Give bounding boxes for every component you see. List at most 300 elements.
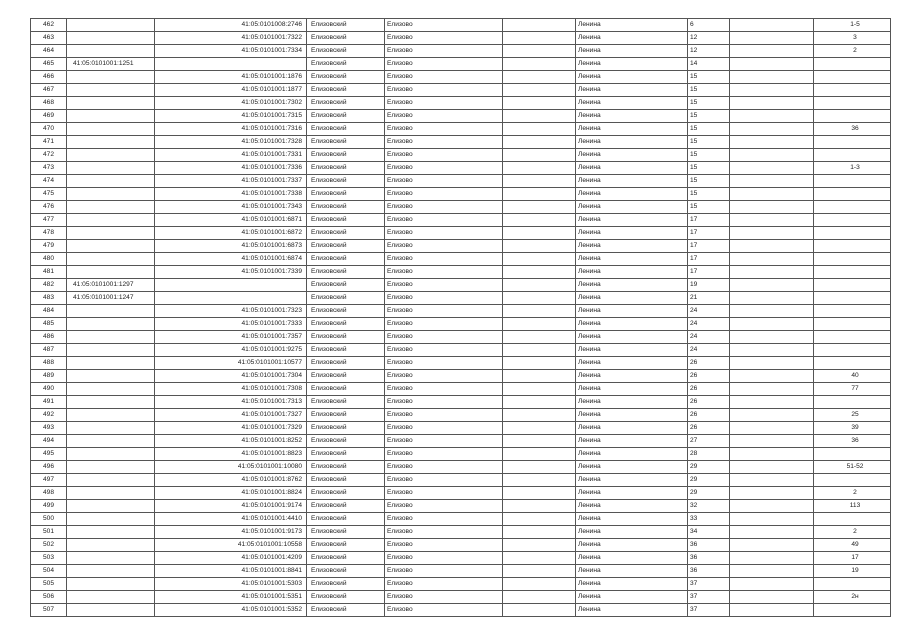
row-number-cell: 474 bbox=[31, 175, 67, 188]
street-cell: Ленина bbox=[576, 500, 688, 513]
table-row bbox=[31, 578, 891, 591]
table-row bbox=[31, 487, 891, 500]
apartment-cell bbox=[814, 136, 891, 149]
apartment-cell: 36 bbox=[814, 435, 891, 448]
table-row bbox=[31, 305, 891, 318]
land-cadastral-number-cell bbox=[67, 240, 155, 253]
building-cadastral-number-cell bbox=[155, 58, 307, 71]
table-row bbox=[31, 318, 891, 331]
table-row bbox=[31, 292, 891, 305]
town-cell: Елизово bbox=[385, 539, 503, 552]
land-cadastral-number-cell bbox=[67, 201, 155, 214]
district-cell: Елизовский bbox=[307, 578, 385, 591]
house-number-cell: 37 bbox=[688, 578, 730, 591]
district-cell: Елизовский bbox=[307, 71, 385, 84]
building-cell bbox=[730, 110, 814, 123]
building-cadastral-number-cell: 41:05:0101001:5303 bbox=[155, 578, 307, 591]
apartment-cell: 39 bbox=[814, 422, 891, 435]
town-cell: Елизово bbox=[385, 253, 503, 266]
house-number-cell: 17 bbox=[688, 266, 730, 279]
town-cell: Елизово bbox=[385, 331, 503, 344]
table-row bbox=[31, 513, 891, 526]
building-cell bbox=[730, 487, 814, 500]
house-number-cell: 28 bbox=[688, 448, 730, 461]
house-number-cell: 24 bbox=[688, 331, 730, 344]
land-cadastral-number-cell bbox=[67, 383, 155, 396]
house-number-cell: 15 bbox=[688, 149, 730, 162]
settlement-cell bbox=[503, 253, 576, 266]
land-cadastral-number-cell bbox=[67, 448, 155, 461]
apartment-cell: 2 bbox=[814, 526, 891, 539]
street-cell: Ленина bbox=[576, 383, 688, 396]
settlement-cell bbox=[503, 578, 576, 591]
town-cell: Елизово bbox=[385, 240, 503, 253]
row-number-cell: 467 bbox=[31, 84, 67, 97]
building-cell bbox=[730, 383, 814, 396]
house-number-cell: 15 bbox=[688, 71, 730, 84]
land-cadastral-number-cell bbox=[67, 71, 155, 84]
apartment-cell bbox=[814, 201, 891, 214]
district-cell: Елизовский bbox=[307, 253, 385, 266]
table-body bbox=[31, 19, 891, 617]
street-cell: Ленина bbox=[576, 19, 688, 32]
building-cadastral-number-cell: 41:05:0101001:9173 bbox=[155, 526, 307, 539]
settlement-cell bbox=[503, 396, 576, 409]
settlement-cell bbox=[503, 188, 576, 201]
district-cell: Елизовский bbox=[307, 409, 385, 422]
district-cell: Елизовский bbox=[307, 396, 385, 409]
table-row bbox=[31, 58, 891, 71]
land-cadastral-number-cell bbox=[67, 396, 155, 409]
district-cell: Елизовский bbox=[307, 318, 385, 331]
building-cell bbox=[730, 565, 814, 578]
settlement-cell bbox=[503, 331, 576, 344]
street-cell: Ленина bbox=[576, 591, 688, 604]
town-cell: Елизово bbox=[385, 578, 503, 591]
table-row bbox=[31, 162, 891, 175]
land-cadastral-number-cell bbox=[67, 162, 155, 175]
district-cell: Елизовский bbox=[307, 110, 385, 123]
district-cell: Елизовский bbox=[307, 565, 385, 578]
building-cadastral-number-cell: 41:05:0101001:7313 bbox=[155, 396, 307, 409]
district-cell: Елизовский bbox=[307, 292, 385, 305]
house-number-cell: 17 bbox=[688, 240, 730, 253]
table-row bbox=[31, 435, 891, 448]
building-cell bbox=[730, 214, 814, 227]
table-row bbox=[31, 461, 891, 474]
house-number-cell: 15 bbox=[688, 123, 730, 136]
building-cell bbox=[730, 591, 814, 604]
settlement-cell bbox=[503, 591, 576, 604]
building-cadastral-number-cell: 41:05:0101001:7327 bbox=[155, 409, 307, 422]
town-cell: Елизово bbox=[385, 97, 503, 110]
building-cadastral-number-cell: 41:05:0101001:7322 bbox=[155, 32, 307, 45]
district-cell: Елизовский bbox=[307, 487, 385, 500]
apartment-cell bbox=[814, 110, 891, 123]
district-cell: Елизовский bbox=[307, 383, 385, 396]
house-number-cell: 26 bbox=[688, 383, 730, 396]
table-row bbox=[31, 383, 891, 396]
building-cell bbox=[730, 318, 814, 331]
settlement-cell bbox=[503, 149, 576, 162]
building-cell bbox=[730, 331, 814, 344]
town-cell: Елизово bbox=[385, 461, 503, 474]
house-number-cell: 15 bbox=[688, 175, 730, 188]
street-cell: Ленина bbox=[576, 136, 688, 149]
building-cell bbox=[730, 162, 814, 175]
settlement-cell bbox=[503, 474, 576, 487]
settlement-cell bbox=[503, 370, 576, 383]
district-cell: Елизовский bbox=[307, 357, 385, 370]
table-row bbox=[31, 84, 891, 97]
building-cadastral-number-cell: 41:05:0101001:6873 bbox=[155, 240, 307, 253]
land-cadastral-number-cell bbox=[67, 97, 155, 110]
town-cell: Елизово bbox=[385, 58, 503, 71]
land-cadastral-number-cell: 41:05:0101001:1247 bbox=[67, 292, 155, 305]
building-cell bbox=[730, 45, 814, 58]
land-cadastral-number-cell bbox=[67, 318, 155, 331]
street-cell: Ленина bbox=[576, 331, 688, 344]
apartment-cell: 36 bbox=[814, 123, 891, 136]
building-cell bbox=[730, 513, 814, 526]
settlement-cell bbox=[503, 214, 576, 227]
street-cell: Ленина bbox=[576, 188, 688, 201]
street-cell: Ленина bbox=[576, 487, 688, 500]
building-cell bbox=[730, 227, 814, 240]
document-page bbox=[30, 18, 890, 617]
building-cell bbox=[730, 266, 814, 279]
row-number-cell: 478 bbox=[31, 227, 67, 240]
street-cell: Ленина bbox=[576, 578, 688, 591]
table-row bbox=[31, 604, 891, 617]
street-cell: Ленина bbox=[576, 409, 688, 422]
apartment-cell bbox=[814, 266, 891, 279]
building-cell bbox=[730, 448, 814, 461]
building-cadastral-number-cell: 41:05:0101001:7331 bbox=[155, 149, 307, 162]
street-cell: Ленина bbox=[576, 97, 688, 110]
table-row bbox=[31, 240, 891, 253]
house-number-cell: 36 bbox=[688, 565, 730, 578]
building-cadastral-number-cell: 41:05:0101001:8841 bbox=[155, 565, 307, 578]
settlement-cell bbox=[503, 97, 576, 110]
land-cadastral-number-cell bbox=[67, 357, 155, 370]
apartment-cell bbox=[814, 305, 891, 318]
land-cadastral-number-cell bbox=[67, 123, 155, 136]
town-cell: Елизово bbox=[385, 604, 503, 617]
row-number-cell: 506 bbox=[31, 591, 67, 604]
land-cadastral-number-cell bbox=[67, 578, 155, 591]
district-cell: Елизовский bbox=[307, 240, 385, 253]
settlement-cell bbox=[503, 357, 576, 370]
land-cadastral-number-cell bbox=[67, 136, 155, 149]
row-number-cell: 475 bbox=[31, 188, 67, 201]
building-cadastral-number-cell: 41:05:0101001:7328 bbox=[155, 136, 307, 149]
building-cadastral-number-cell: 41:05:0101001:6871 bbox=[155, 214, 307, 227]
apartment-cell bbox=[814, 292, 891, 305]
building-cadastral-number-cell: 41:05:0101001:7343 bbox=[155, 201, 307, 214]
building-cell bbox=[730, 19, 814, 32]
building-cell bbox=[730, 253, 814, 266]
building-cadastral-number-cell: 41:05:0101001:10558 bbox=[155, 539, 307, 552]
apartment-cell bbox=[814, 448, 891, 461]
row-number-cell: 497 bbox=[31, 474, 67, 487]
apartment-cell: 19 bbox=[814, 565, 891, 578]
street-cell: Ленина bbox=[576, 32, 688, 45]
settlement-cell bbox=[503, 526, 576, 539]
town-cell: Елизово bbox=[385, 162, 503, 175]
row-number-cell: 483 bbox=[31, 292, 67, 305]
street-cell: Ленина bbox=[576, 305, 688, 318]
cadastral-table bbox=[30, 18, 891, 617]
table-row bbox=[31, 409, 891, 422]
settlement-cell bbox=[503, 539, 576, 552]
street-cell: Ленина bbox=[576, 214, 688, 227]
street-cell: Ленина bbox=[576, 448, 688, 461]
apartment-cell: 17 bbox=[814, 552, 891, 565]
row-number-cell: 486 bbox=[31, 331, 67, 344]
settlement-cell bbox=[503, 305, 576, 318]
house-number-cell: 26 bbox=[688, 422, 730, 435]
table-row bbox=[31, 539, 891, 552]
row-number-cell: 480 bbox=[31, 253, 67, 266]
town-cell: Елизово bbox=[385, 396, 503, 409]
apartment-cell: 2н bbox=[814, 591, 891, 604]
town-cell: Елизово bbox=[385, 357, 503, 370]
house-number-cell: 17 bbox=[688, 253, 730, 266]
table-row bbox=[31, 227, 891, 240]
house-number-cell: 15 bbox=[688, 136, 730, 149]
house-number-cell: 24 bbox=[688, 318, 730, 331]
apartment-cell bbox=[814, 84, 891, 97]
street-cell: Ленина bbox=[576, 318, 688, 331]
house-number-cell: 15 bbox=[688, 188, 730, 201]
building-cell bbox=[730, 279, 814, 292]
street-cell: Ленина bbox=[576, 565, 688, 578]
house-number-cell: 36 bbox=[688, 539, 730, 552]
district-cell: Елизовский bbox=[307, 370, 385, 383]
row-number-cell: 489 bbox=[31, 370, 67, 383]
building-cell bbox=[730, 32, 814, 45]
building-cadastral-number-cell: 41:05:0101001:5351 bbox=[155, 591, 307, 604]
district-cell: Елизовский bbox=[307, 305, 385, 318]
row-number-cell: 485 bbox=[31, 318, 67, 331]
table-row bbox=[31, 591, 891, 604]
apartment-cell: 3 bbox=[814, 32, 891, 45]
settlement-cell bbox=[503, 487, 576, 500]
town-cell: Елизово bbox=[385, 370, 503, 383]
settlement-cell bbox=[503, 552, 576, 565]
building-cadastral-number-cell: 41:05:0101001:9174 bbox=[155, 500, 307, 513]
district-cell: Елизовский bbox=[307, 344, 385, 357]
building-cell bbox=[730, 396, 814, 409]
apartment-cell bbox=[814, 240, 891, 253]
apartment-cell bbox=[814, 253, 891, 266]
town-cell: Елизово bbox=[385, 474, 503, 487]
district-cell: Елизовский bbox=[307, 591, 385, 604]
table-row bbox=[31, 344, 891, 357]
apartment-cell: 1-3 bbox=[814, 162, 891, 175]
settlement-cell bbox=[503, 422, 576, 435]
building-cell bbox=[730, 97, 814, 110]
settlement-cell bbox=[503, 19, 576, 32]
town-cell: Елизово bbox=[385, 71, 503, 84]
building-cadastral-number-cell: 41:05:0101001:10080 bbox=[155, 461, 307, 474]
district-cell: Елизовский bbox=[307, 45, 385, 58]
building-cadastral-number-cell: 41:05:0101001:4209 bbox=[155, 552, 307, 565]
apartment-cell bbox=[814, 513, 891, 526]
street-cell: Ленина bbox=[576, 513, 688, 526]
building-cell bbox=[730, 58, 814, 71]
settlement-cell bbox=[503, 136, 576, 149]
row-number-cell: 505 bbox=[31, 578, 67, 591]
apartment-cell: 1-5 bbox=[814, 19, 891, 32]
land-cadastral-number-cell bbox=[67, 45, 155, 58]
land-cadastral-number-cell: 41:05:0101001:1251 bbox=[67, 58, 155, 71]
land-cadastral-number-cell bbox=[67, 474, 155, 487]
table-row bbox=[31, 357, 891, 370]
street-cell: Ленина bbox=[576, 201, 688, 214]
district-cell: Елизовский bbox=[307, 266, 385, 279]
land-cadastral-number-cell bbox=[67, 149, 155, 162]
table-row bbox=[31, 149, 891, 162]
land-cadastral-number-cell bbox=[67, 188, 155, 201]
building-cadastral-number-cell: 41:05:0101001:7302 bbox=[155, 97, 307, 110]
town-cell: Елизово bbox=[385, 409, 503, 422]
table-row bbox=[31, 266, 891, 279]
apartment-cell bbox=[814, 578, 891, 591]
town-cell: Елизово bbox=[385, 175, 503, 188]
town-cell: Елизово bbox=[385, 422, 503, 435]
land-cadastral-number-cell bbox=[67, 500, 155, 513]
land-cadastral-number-cell bbox=[67, 331, 155, 344]
building-cell bbox=[730, 175, 814, 188]
table-row bbox=[31, 19, 891, 32]
building-cell bbox=[730, 71, 814, 84]
house-number-cell: 17 bbox=[688, 214, 730, 227]
district-cell: Елизовский bbox=[307, 552, 385, 565]
house-number-cell: 37 bbox=[688, 604, 730, 617]
building-cell bbox=[730, 422, 814, 435]
house-number-cell: 33 bbox=[688, 513, 730, 526]
town-cell: Елизово bbox=[385, 188, 503, 201]
row-number-cell: 469 bbox=[31, 110, 67, 123]
town-cell: Елизово bbox=[385, 318, 503, 331]
apartment-cell bbox=[814, 188, 891, 201]
row-number-cell: 465 bbox=[31, 58, 67, 71]
row-number-cell: 500 bbox=[31, 513, 67, 526]
row-number-cell: 484 bbox=[31, 305, 67, 318]
building-cadastral-number-cell: 41:05:0101001:7315 bbox=[155, 110, 307, 123]
land-cadastral-number-cell bbox=[67, 552, 155, 565]
street-cell: Ленина bbox=[576, 240, 688, 253]
town-cell: Елизово bbox=[385, 110, 503, 123]
building-cadastral-number-cell: 41:05:0101001:7339 bbox=[155, 266, 307, 279]
district-cell: Елизовский bbox=[307, 149, 385, 162]
land-cadastral-number-cell bbox=[67, 435, 155, 448]
district-cell: Елизовский bbox=[307, 435, 385, 448]
apartment-cell: 113 bbox=[814, 500, 891, 513]
building-cell bbox=[730, 123, 814, 136]
table-row bbox=[31, 45, 891, 58]
settlement-cell bbox=[503, 513, 576, 526]
apartment-cell bbox=[814, 58, 891, 71]
settlement-cell bbox=[503, 84, 576, 97]
settlement-cell bbox=[503, 45, 576, 58]
row-number-cell: 473 bbox=[31, 162, 67, 175]
building-cell bbox=[730, 240, 814, 253]
table-row bbox=[31, 214, 891, 227]
apartment-cell: 2 bbox=[814, 487, 891, 500]
table-row bbox=[31, 500, 891, 513]
row-number-cell: 464 bbox=[31, 45, 67, 58]
building-cadastral-number-cell: 41:05:0101001:7308 bbox=[155, 383, 307, 396]
apartment-cell bbox=[814, 318, 891, 331]
settlement-cell bbox=[503, 71, 576, 84]
table-row bbox=[31, 422, 891, 435]
building-cell bbox=[730, 84, 814, 97]
land-cadastral-number-cell bbox=[67, 266, 155, 279]
apartment-cell: 2 bbox=[814, 45, 891, 58]
district-cell: Елизовский bbox=[307, 279, 385, 292]
apartment-cell bbox=[814, 71, 891, 84]
settlement-cell bbox=[503, 123, 576, 136]
row-number-cell: 481 bbox=[31, 266, 67, 279]
district-cell: Елизовский bbox=[307, 162, 385, 175]
house-number-cell: 26 bbox=[688, 357, 730, 370]
building-cadastral-number-cell: 41:05:0101001:7333 bbox=[155, 318, 307, 331]
house-number-cell: 34 bbox=[688, 526, 730, 539]
table-row bbox=[31, 370, 891, 383]
row-number-cell: 463 bbox=[31, 32, 67, 45]
street-cell: Ленина bbox=[576, 461, 688, 474]
land-cadastral-number-cell bbox=[67, 591, 155, 604]
house-number-cell: 29 bbox=[688, 474, 730, 487]
table-row bbox=[31, 175, 891, 188]
apartment-cell bbox=[814, 474, 891, 487]
building-cadastral-number-cell: 41:05:0101001:7336 bbox=[155, 162, 307, 175]
town-cell: Елизово bbox=[385, 45, 503, 58]
row-number-cell: 503 bbox=[31, 552, 67, 565]
building-cell bbox=[730, 474, 814, 487]
house-number-cell: 15 bbox=[688, 201, 730, 214]
row-number-cell: 479 bbox=[31, 240, 67, 253]
row-number-cell: 492 bbox=[31, 409, 67, 422]
district-cell: Елизовский bbox=[307, 188, 385, 201]
town-cell: Елизово bbox=[385, 383, 503, 396]
land-cadastral-number-cell bbox=[67, 32, 155, 45]
apartment-cell bbox=[814, 149, 891, 162]
land-cadastral-number-cell bbox=[67, 461, 155, 474]
house-number-cell: 17 bbox=[688, 227, 730, 240]
land-cadastral-number-cell bbox=[67, 422, 155, 435]
table-row bbox=[31, 97, 891, 110]
building-cadastral-number-cell: 41:05:0101001:8762 bbox=[155, 474, 307, 487]
street-cell: Ленина bbox=[576, 279, 688, 292]
district-cell: Елизовский bbox=[307, 331, 385, 344]
apartment-cell bbox=[814, 344, 891, 357]
street-cell: Ленина bbox=[576, 435, 688, 448]
house-number-cell: 15 bbox=[688, 110, 730, 123]
land-cadastral-number-cell bbox=[67, 253, 155, 266]
town-cell: Елизово bbox=[385, 513, 503, 526]
apartment-cell: 49 bbox=[814, 539, 891, 552]
settlement-cell bbox=[503, 500, 576, 513]
street-cell: Ленина bbox=[576, 344, 688, 357]
building-cadastral-number-cell: 41:05:0101001:7357 bbox=[155, 331, 307, 344]
land-cadastral-number-cell bbox=[67, 19, 155, 32]
settlement-cell bbox=[503, 565, 576, 578]
row-number-cell: 468 bbox=[31, 97, 67, 110]
